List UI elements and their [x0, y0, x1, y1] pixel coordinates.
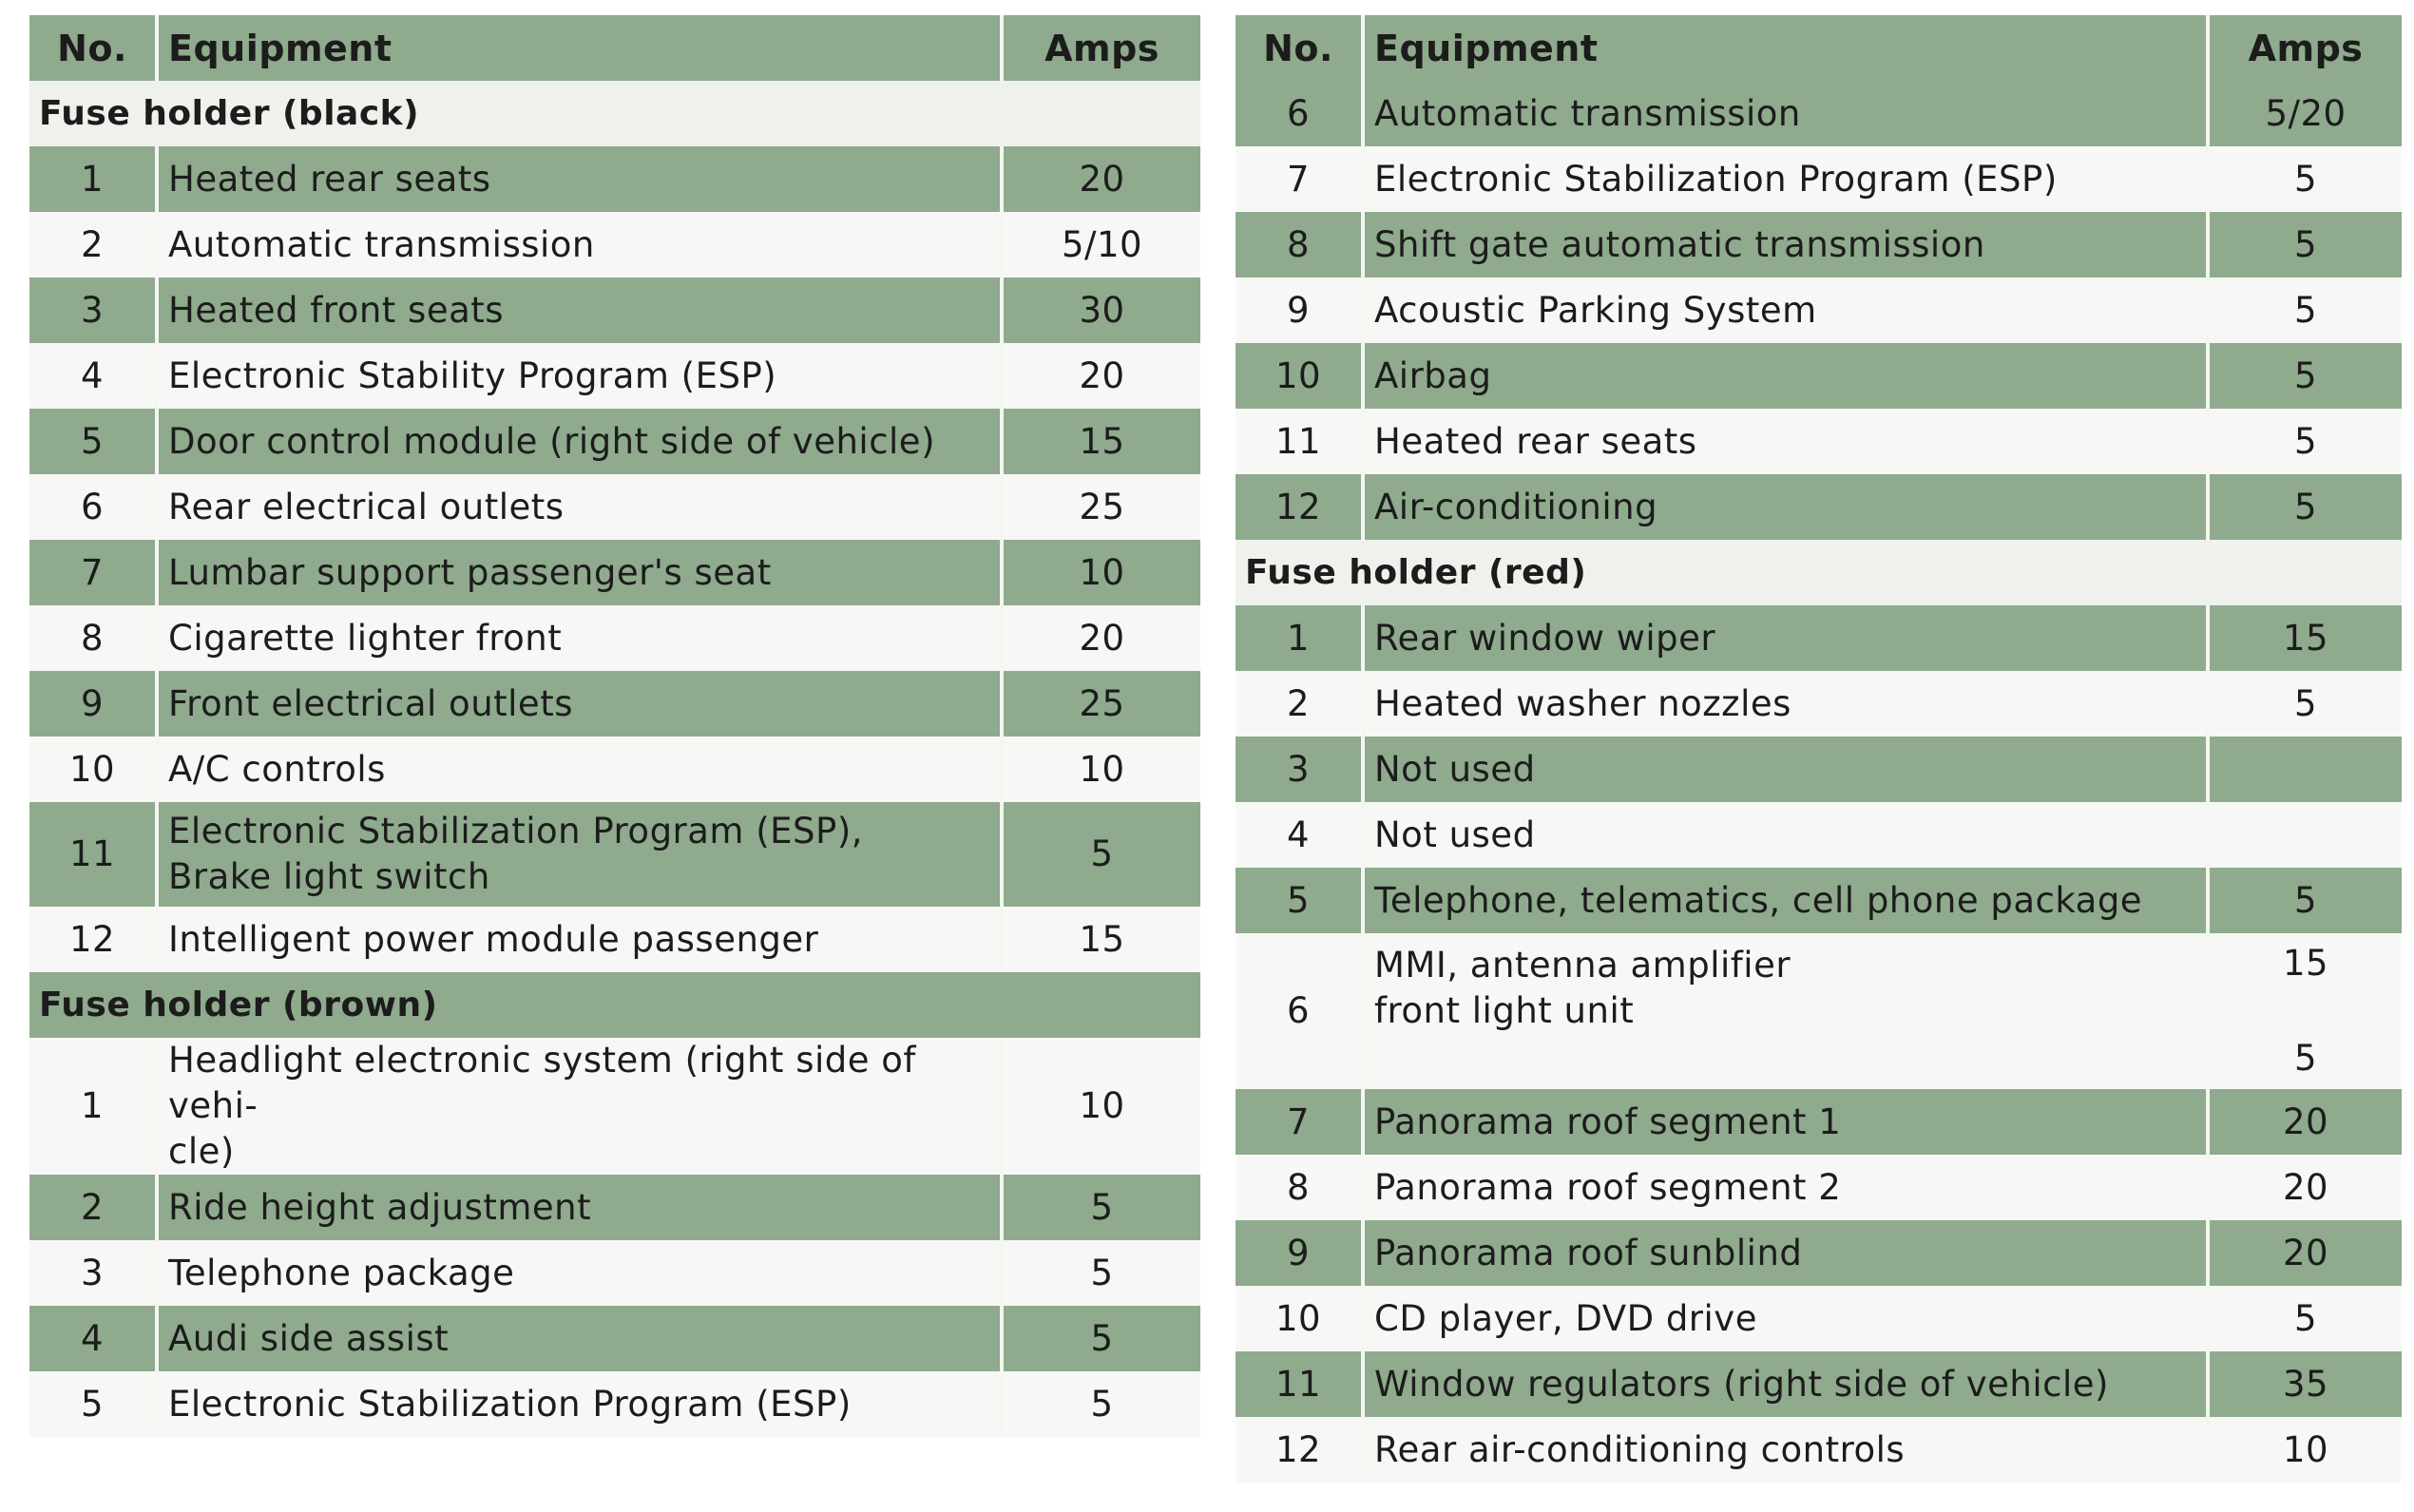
fuse-equipment: Acoustic Parking System — [1363, 278, 2208, 343]
fuse-equipment: Intelligent power module passenger — [157, 907, 1002, 972]
fuse-equipment: Electronic Stability Program (ESP) — [157, 343, 1002, 409]
table-row — [1236, 81, 2402, 146]
table-row — [29, 1306, 1200, 1371]
fuse-equipment: Lumbar support passenger's seat — [157, 540, 1002, 605]
fuse-equipment: Rear electrical outlets — [157, 474, 1002, 540]
equipment-line: Headlight electronic system (right side of vehi- — [168, 1040, 916, 1126]
fuse-amps: 5 — [2208, 474, 2402, 540]
table-row — [29, 907, 1200, 972]
fuse-number: 10 — [1236, 343, 1363, 409]
section-heading — [1236, 540, 2402, 605]
table-row — [1236, 737, 2402, 802]
table-row — [1236, 933, 2402, 1089]
fuse-number: 4 — [1236, 802, 1363, 868]
fuse-number: 9 — [1236, 278, 1363, 343]
fuse-equipment: Shift gate automatic transmission — [1363, 212, 2208, 278]
section-heading — [29, 972, 1200, 1038]
fuse-number: 1 — [29, 146, 157, 212]
table-row — [1236, 1155, 2402, 1220]
fuse-equipment — [157, 802, 1002, 907]
fuse-amps: 25 — [1002, 671, 1200, 737]
fuse-number: 5 — [1236, 868, 1363, 933]
table-row — [29, 278, 1200, 343]
fuse-equipment: Heated rear seats — [157, 146, 1002, 212]
table-row — [1236, 802, 2402, 868]
section-heading — [29, 81, 1200, 146]
fuse-equipment: Rear window wiper — [1363, 605, 2208, 671]
fuse-equipment: Ride height adjustment — [157, 1175, 1002, 1240]
fuse-amps: 5 — [1002, 1240, 1200, 1306]
fuse-number: 6 — [1236, 933, 1363, 1089]
table-row — [1236, 343, 2402, 409]
fuse-amps: 20 — [2208, 1220, 2402, 1286]
fuse-amps: 5 — [2208, 409, 2402, 474]
equipment-line: cle) — [168, 1131, 235, 1172]
fuse-equipment — [1363, 933, 2208, 1089]
fuse-equipment: Electronic Stabilization Program (ESP) — [157, 1371, 1002, 1437]
fuse-amps: 5 — [2208, 1286, 2402, 1351]
table-row — [29, 605, 1200, 671]
fuse-amps: 5 — [2208, 671, 2402, 737]
section-title-red: Fuse holder (red) — [1236, 540, 2402, 605]
fuse-equipment: Telephone, telematics, cell phone package — [1363, 868, 2208, 933]
equipment-line: Electronic Stabilization Program (ESP), — [168, 811, 864, 852]
fuse-table — [1236, 15, 2402, 1483]
fuse-number: 7 — [1236, 1089, 1363, 1155]
fuse-amps: 5 — [2208, 278, 2402, 343]
table-row — [1236, 1351, 2402, 1417]
table-row — [1236, 212, 2402, 278]
fuse-number: 2 — [29, 212, 157, 278]
fuse-equipment: Automatic transmission — [157, 212, 1002, 278]
fuse-equipment: Front electrical outlets — [157, 671, 1002, 737]
table-row — [29, 737, 1200, 802]
fuse-amps: 10 — [1002, 737, 1200, 802]
table-row — [1236, 1220, 2402, 1286]
fuse-number: 8 — [1236, 1155, 1363, 1220]
fuse-number: 3 — [29, 278, 157, 343]
fuse-equipment: Airbag — [1363, 343, 2208, 409]
fuse-amps — [2208, 737, 2402, 802]
table-row — [1236, 1286, 2402, 1351]
fuse-table-right — [1236, 15, 2402, 1483]
fuse-number: 12 — [29, 907, 157, 972]
table-row — [29, 343, 1200, 409]
fuse-equipment: Panorama roof segment 2 — [1363, 1155, 2208, 1220]
header-amps: Amps — [1002, 15, 1200, 81]
fuse-amps: 15 — [1002, 907, 1200, 972]
table-row — [29, 212, 1200, 278]
fuse-equipment: Not used — [1363, 802, 2208, 868]
fuse-number: 10 — [1236, 1286, 1363, 1351]
table-row — [29, 1038, 1200, 1175]
fuse-equipment: Electronic Stabilization Program (ESP) — [1363, 146, 2208, 212]
section-title-black: Fuse holder (black) — [29, 81, 1200, 146]
equipment-line-blank — [1374, 1034, 2206, 1080]
fuse-equipment: Cigarette lighter front — [157, 605, 1002, 671]
table-row — [29, 409, 1200, 474]
fuse-amps: 15 — [1002, 409, 1200, 474]
equipment-line: Brake light switch — [168, 856, 490, 897]
table-row — [1236, 605, 2402, 671]
table-row — [29, 540, 1200, 605]
fuse-amps: 5/20 — [2208, 81, 2402, 146]
fuse-amps: 20 — [1002, 605, 1200, 671]
header-amps: Amps — [2208, 15, 2402, 81]
fuse-equipment: Door control module (right side of vehicle) — [157, 409, 1002, 474]
fuse-number: 5 — [29, 1371, 157, 1437]
fuse-amps: 10 — [1002, 1038, 1200, 1175]
header-no: No. — [29, 15, 157, 81]
fuse-amps: 5 — [1002, 1371, 1200, 1437]
fuse-number: 2 — [1236, 671, 1363, 737]
fuse-amps: 20 — [1002, 343, 1200, 409]
table-row — [29, 802, 1200, 907]
fuse-equipment: Rear air-conditioning controls — [1363, 1417, 2208, 1483]
table-header — [1236, 15, 2402, 81]
fuse-number: 6 — [29, 474, 157, 540]
fuse-equipment: Audi side assist — [157, 1306, 1002, 1371]
fuse-number: 8 — [29, 605, 157, 671]
fuse-number: 11 — [1236, 1351, 1363, 1417]
table-row — [29, 671, 1200, 737]
table-row — [1236, 1089, 2402, 1155]
fuse-number: 4 — [29, 1306, 157, 1371]
fuse-amps: 20 — [1002, 146, 1200, 212]
fuse-amps: 15 — [2208, 605, 2402, 671]
fuse-number: 9 — [1236, 1220, 1363, 1286]
fuse-amps: 10 — [2208, 1417, 2402, 1483]
fuse-number: 11 — [29, 802, 157, 907]
fuse-amps — [2208, 933, 2402, 1089]
fuse-amps: 5 — [1002, 1175, 1200, 1240]
fuse-amps: 20 — [2208, 1089, 2402, 1155]
fuse-table-left — [29, 15, 1200, 1437]
fuse-amps: 5/10 — [1002, 212, 1200, 278]
fuse-equipment: Telephone package — [157, 1240, 1002, 1306]
fuse-equipment: Not used — [1363, 737, 2208, 802]
fuse-number: 5 — [29, 409, 157, 474]
table-row — [1236, 671, 2402, 737]
fuse-amps: 5 — [2208, 868, 2402, 933]
fuse-table — [29, 15, 1200, 1437]
fuse-equipment: Panorama roof sunblind — [1363, 1220, 2208, 1286]
table-row — [1236, 868, 2402, 933]
table-row — [1236, 146, 2402, 212]
fuse-amps: 10 — [1002, 540, 1200, 605]
fuse-equipment: A/C controls — [157, 737, 1002, 802]
header-equipment: Equipment — [157, 15, 1002, 81]
fuse-amps: 5 — [2208, 146, 2402, 212]
fuse-number: 8 — [1236, 212, 1363, 278]
fuse-number: 7 — [1236, 146, 1363, 212]
section-title-brown: Fuse holder (brown) — [29, 972, 1200, 1038]
fuse-number: 3 — [1236, 737, 1363, 802]
header-equipment: Equipment — [1363, 15, 2208, 81]
fuse-number: 4 — [29, 343, 157, 409]
fuse-number: 11 — [1236, 409, 1363, 474]
table-row — [1236, 409, 2402, 474]
fuse-amps: 35 — [2208, 1351, 2402, 1417]
fuse-amps: 5 — [1002, 802, 1200, 907]
equipment-line: front light unit — [1374, 990, 1635, 1031]
table-row — [29, 1371, 1200, 1437]
fuse-number: 10 — [29, 737, 157, 802]
fuse-amps: 5 — [2208, 212, 2402, 278]
fuse-equipment — [157, 1038, 1002, 1175]
fuse-amps — [2208, 802, 2402, 868]
table-row — [1236, 474, 2402, 540]
header-no: No. — [1236, 15, 1363, 81]
equipment-line: MMI, antenna amplifier — [1374, 945, 1791, 986]
fuse-amps-value: 15 — [2282, 943, 2329, 984]
fuse-amps: 5 — [1002, 1306, 1200, 1371]
fuse-equipment: Automatic transmission — [1363, 81, 2208, 146]
fuse-amps: 30 — [1002, 278, 1200, 343]
table-row — [1236, 1417, 2402, 1483]
fuse-equipment: CD player, DVD drive — [1363, 1286, 2208, 1351]
fuse-equipment: Heated front seats — [157, 278, 1002, 343]
fuse-number: 6 — [1236, 81, 1363, 146]
fuse-equipment: Heated rear seats — [1363, 409, 2208, 474]
fuse-number: 2 — [29, 1175, 157, 1240]
fuse-number: 9 — [29, 671, 157, 737]
fuse-number: 7 — [29, 540, 157, 605]
fuse-amps: 20 — [2208, 1155, 2402, 1220]
fuse-equipment: Heated washer nozzles — [1363, 671, 2208, 737]
table-row — [29, 1175, 1200, 1240]
table-row — [1236, 278, 2402, 343]
fuse-equipment: Air-conditioning — [1363, 474, 2208, 540]
fuse-number: 3 — [29, 1240, 157, 1306]
fuse-amps: 25 — [1002, 474, 1200, 540]
table-row — [29, 1240, 1200, 1306]
fuse-amps: 5 — [2208, 343, 2402, 409]
table-row — [29, 146, 1200, 212]
fuse-equipment: Panorama roof segment 1 — [1363, 1089, 2208, 1155]
fuse-number: 1 — [29, 1038, 157, 1175]
fuse-number: 12 — [1236, 1417, 1363, 1483]
table-row — [29, 474, 1200, 540]
fuse-equipment: Window regulators (right side of vehicle) — [1363, 1351, 2208, 1417]
fuse-number: 1 — [1236, 605, 1363, 671]
fuse-number: 12 — [1236, 474, 1363, 540]
fuse-amps-value: 5 — [2293, 1038, 2318, 1079]
table-header — [29, 15, 1200, 81]
